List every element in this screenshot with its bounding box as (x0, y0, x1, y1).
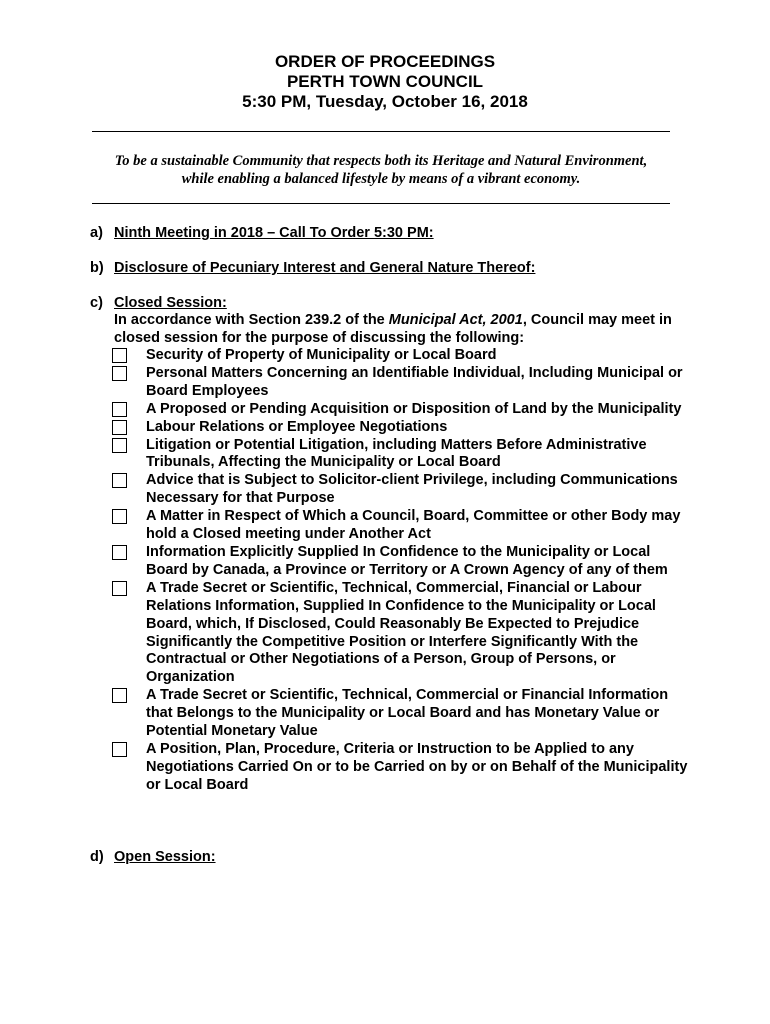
checklist-item (112, 437, 692, 473)
closed-session-intro (114, 311, 684, 347)
intro-text-continued: , Council may meet in closed session for the purpose of discussing the following: (114, 312, 672, 346)
section-d (90, 848, 216, 866)
checkbox[interactable] (112, 581, 127, 596)
section-title: Disclosure of Pecuniary Interest and General Nature Thereof: (114, 260, 536, 276)
checklist-item (112, 347, 692, 365)
checklist-item-text: A Proposed or Pending Acquisition or Disposition of Land by the Municipality (146, 400, 682, 417)
section-letter: c) (90, 295, 103, 311)
mission-statement (92, 152, 670, 188)
checkbox[interactable] (112, 545, 127, 560)
checklist-item-text: A Position, Plan, Procedure, Criteria or Instruction to be Applied to any Negotiations Carried On or to be Carried on by or on Behalf of the Municipality or Local Board (146, 740, 688, 793)
section-letter: b) (90, 260, 104, 276)
divider-top (92, 131, 670, 132)
checklist-item-text: Security of Property of Municipality or Local Board (146, 347, 497, 363)
checklist-item (112, 401, 692, 419)
checklist-item (112, 508, 692, 544)
section-letter: a) (90, 225, 103, 241)
checklist-item (112, 365, 692, 401)
section-letter: d) (90, 849, 104, 865)
divider-bottom (92, 203, 670, 204)
checklist-item (112, 687, 692, 741)
mission-line-1: To be a sustainable Community that respects both its Heritage and Natural Environment, (114, 153, 648, 169)
document-header (0, 52, 770, 112)
checklist-item (112, 544, 692, 580)
checklist-item (112, 580, 692, 687)
section-title: Ninth Meeting in 2018 – Call To Order 5:30 PM: (114, 225, 434, 241)
checklist-item-text: Information Explicitly Supplied In Confidence to the Municipality or Local Board by Canada, a Province or Territory or A Crown Agency of any of them (146, 543, 668, 578)
checkbox[interactable] (112, 348, 127, 363)
checklist-item (112, 419, 692, 437)
checkbox[interactable] (112, 509, 127, 524)
checkbox[interactable] (112, 438, 127, 453)
checklist-item-text: Litigation or Potential Litigation, including Matters Before Administrative Tribunals, Affecting the Municipality or Local Board (146, 436, 647, 471)
checklist-item-text: Labour Relations or Employee Negotiations (146, 418, 448, 435)
section-title: Open Session: (114, 849, 216, 865)
checklist-item-text: Advice that is Subject to Solicitor-client Privilege, including Communications Necessary for that Purpose (146, 472, 678, 507)
meeting-date-time: 5:30 PM, Tuesday, October 16, 2018 (242, 92, 528, 111)
closed-session-checklist (112, 347, 692, 795)
section-title: Closed Session: (114, 295, 227, 311)
checkbox[interactable] (112, 742, 127, 757)
checklist-item (112, 472, 692, 508)
checklist-item-text: A Trade Secret or Scientific, Technical, Commercial, Financial or Labour Relations Information, Supplied In Confidence to the Municipality or Local Board, which, If Disclosed, Could Reasonably Be Expected to Prejudice Significantly the Competitive Position or Interfere Significantly With the Contractual or Other Negotiations of a Person, Group of Persons, or Organization (146, 579, 656, 686)
document-title: ORDER OF PROCEEDINGS (274, 52, 496, 71)
checklist-item-text: A Matter in Respect of Which a Council, Board, Committee or other Body may hold a Closed meeting under Another Act (146, 508, 681, 543)
section-c (90, 294, 227, 312)
checklist-item-text: A Trade Secret or Scientific, Technical, Commercial or Financial Information that Belongs to the Municipality or Local Board and has Monetary Value or Potential Monetary Value (146, 687, 669, 740)
checkbox[interactable] (112, 366, 127, 381)
checkbox[interactable] (112, 688, 127, 703)
act-name: Municipal Act, 2001 (388, 312, 523, 328)
checkbox[interactable] (112, 402, 127, 417)
section-b (90, 259, 535, 277)
mission-line-2: while enabling a balanced lifestyle by means of a vibrant economy. (181, 171, 581, 187)
checklist-item (112, 741, 692, 795)
intro-text: In accordance with Section 239.2 of the (114, 312, 389, 328)
council-name: PERTH TOWN COUNCIL (286, 72, 484, 91)
checklist-item-text: Personal Matters Concerning an Identifiable Individual, Including Municipal or Board Employees (146, 364, 683, 399)
checkbox[interactable] (112, 420, 127, 435)
section-a (90, 224, 434, 242)
checkbox[interactable] (112, 473, 127, 488)
